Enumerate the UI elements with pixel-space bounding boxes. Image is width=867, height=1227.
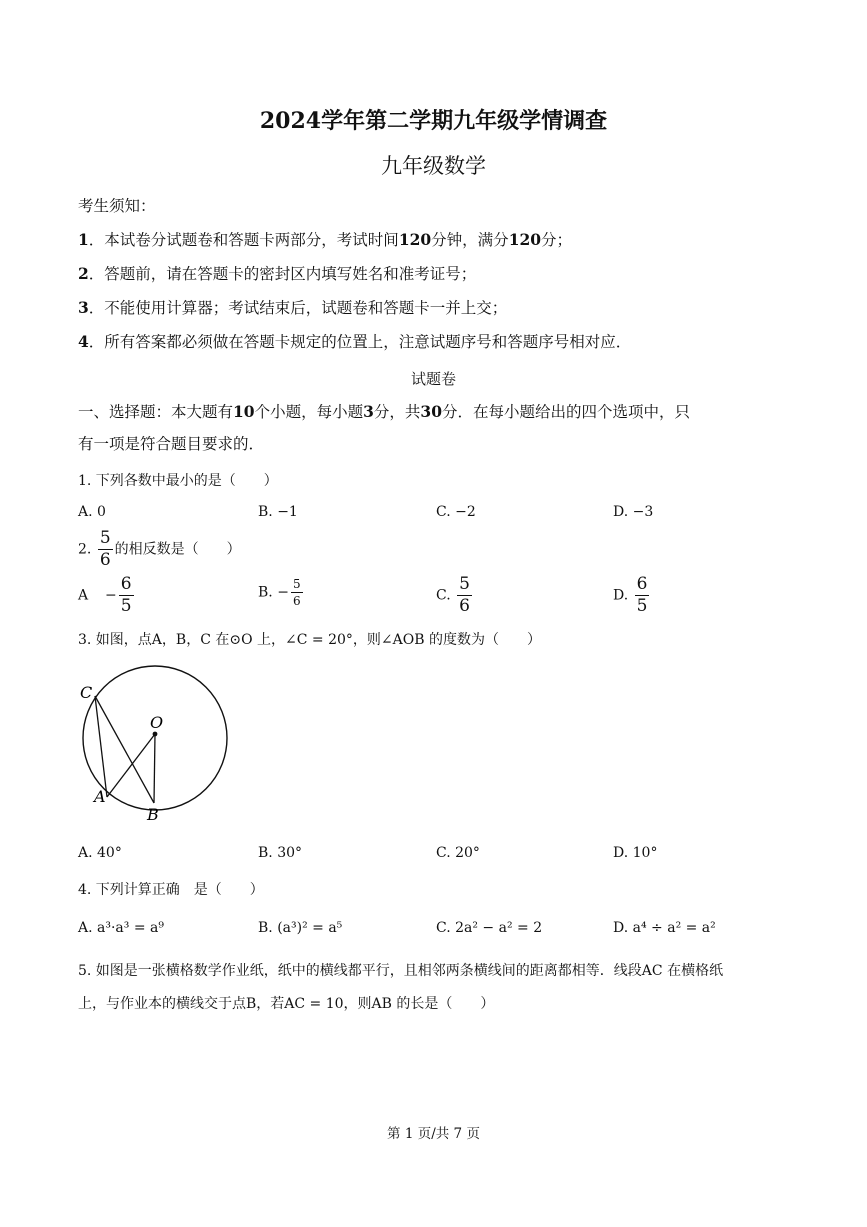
q2-fraction bbox=[98, 530, 113, 569]
notice-item-4 bbox=[78, 332, 631, 352]
part1-text: 一、选择题：本大题有 bbox=[78, 403, 234, 421]
q4-stem: 4. 下列计算正确 是（ ） bbox=[78, 882, 264, 898]
label-b: B bbox=[147, 805, 159, 824]
page-footer: 第 1 页/共 7 页 bbox=[387, 1126, 480, 1142]
frac-numerator: 6 bbox=[636, 574, 648, 594]
fraction bbox=[635, 576, 650, 615]
notice-item-1 bbox=[78, 230, 572, 250]
q4-option-a: A. a³·a³ = a⁹ bbox=[78, 920, 164, 936]
notice-bold: 120 bbox=[398, 230, 432, 249]
frac-denominator: 6 bbox=[459, 596, 470, 616]
minus-sign: − bbox=[277, 584, 289, 601]
q2-num: 2. bbox=[78, 541, 92, 558]
option-label: B. bbox=[258, 584, 273, 601]
notice-num: 4 bbox=[78, 332, 89, 351]
q2-option-a bbox=[78, 576, 136, 615]
q1-option-a: A. 0 bbox=[78, 504, 106, 520]
fraction bbox=[457, 576, 472, 615]
notice-heading: 考生须知： bbox=[78, 197, 156, 215]
option-label: C. bbox=[436, 587, 451, 604]
part1-text: 个小题，每小题 bbox=[254, 403, 364, 421]
q1-option-c: C. −2 bbox=[436, 504, 476, 520]
notice-item-3 bbox=[78, 298, 507, 318]
frac-numerator: 6 bbox=[120, 574, 132, 594]
radius-ob bbox=[154, 734, 155, 803]
frac-denominator: 6 bbox=[292, 594, 301, 608]
q2-option-b bbox=[258, 578, 305, 607]
part1-text: 分．在每小题给出的四个选项中，只 bbox=[442, 403, 691, 421]
option-label: A bbox=[78, 587, 89, 604]
exam-title: 2024学年第二学期九年级学情调查 bbox=[259, 108, 608, 134]
frac-numerator: 5 bbox=[292, 577, 301, 591]
q3-option-c: C. 20° bbox=[436, 845, 480, 861]
section-label: 试题卷 bbox=[410, 370, 456, 388]
q3-circle-figure bbox=[70, 656, 240, 828]
part1-line2: 有一项是符合题目要求的． bbox=[78, 435, 265, 453]
chord-ca bbox=[95, 696, 107, 797]
notice-bold: 120 bbox=[508, 230, 542, 249]
q1-stem: 1. 下列各数中最小的是（ ） bbox=[78, 473, 278, 489]
exam-subtitle: 九年级数学 bbox=[381, 154, 486, 178]
notice-text: ．答题前，请在答题卡的密封区内填写姓名和准考证号； bbox=[88, 265, 477, 283]
notice-num: 1 bbox=[78, 230, 89, 249]
frac-denominator: 6 bbox=[99, 550, 111, 570]
notice-text: ．本试卷分试题卷和答题卡两部分，考试时间 bbox=[88, 231, 399, 249]
q2-option-c bbox=[436, 576, 474, 615]
part1-bold: 3 bbox=[363, 402, 374, 421]
option-label: D. bbox=[613, 587, 629, 604]
part1-bold: 10 bbox=[233, 402, 255, 421]
q3-option-a: A. 40° bbox=[78, 845, 122, 861]
q3-stem: 3. 如图，点A，B，C 在⊙O 上，∠C = 20°，则∠AOB 的度数为（ ） bbox=[78, 632, 541, 648]
fraction bbox=[119, 576, 134, 615]
q3-option-b: B. 30° bbox=[258, 845, 303, 861]
label-a: A bbox=[94, 787, 106, 806]
fraction bbox=[291, 578, 303, 607]
q5-line1: 5. 如图是一张横格数学作业纸，纸中的横线都平行，且相邻两条横线间的距离都相等．线段AC 在横格纸 bbox=[78, 963, 724, 979]
label-o: O bbox=[150, 713, 164, 732]
q2-stem-text: 的相反数是（ ） bbox=[114, 541, 241, 558]
part1-text: 分，共 bbox=[373, 403, 421, 421]
part1-line1 bbox=[78, 402, 690, 422]
notice-text: 分钟，满分 bbox=[431, 231, 509, 249]
q3-option-d: D. 10° bbox=[613, 845, 658, 861]
q4-option-c: C. 2a² − a² = 2 bbox=[436, 920, 543, 936]
part1-bold: 30 bbox=[420, 402, 442, 421]
notice-text: 分； bbox=[541, 231, 573, 249]
q5-line2: 上，与作业本的横线交于点B，若AC = 10，则AB 的长是（ ） bbox=[78, 996, 495, 1012]
q2-option-d bbox=[613, 576, 651, 615]
notice-text: ．不能使用计算器；考试结束后，试题卷和答题卡一并上交； bbox=[88, 299, 508, 317]
q2-stem bbox=[78, 530, 241, 569]
center-point bbox=[153, 732, 158, 737]
q4-option-b: B. (a³)² = a⁵ bbox=[258, 920, 343, 936]
frac-numerator: 5 bbox=[99, 528, 111, 548]
q1-option-d: D. −3 bbox=[613, 504, 654, 520]
notice-item-2 bbox=[78, 264, 476, 284]
frac-denominator: 5 bbox=[120, 596, 132, 616]
label-c: C bbox=[80, 683, 93, 702]
notice-num: 2 bbox=[78, 264, 89, 283]
notice-num: 3 bbox=[78, 298, 89, 317]
frac-denominator: 5 bbox=[636, 596, 648, 616]
q1-option-b: B. −1 bbox=[258, 504, 298, 520]
notice-text: ．所有答案都必须做在答题卡规定的位置上，注意试题序号和答题序号相对应． bbox=[88, 333, 632, 351]
q4-option-d: D. a⁴ ÷ a² = a² bbox=[613, 920, 716, 936]
radius-oa bbox=[107, 734, 155, 797]
minus-sign: − bbox=[105, 587, 117, 604]
frac-numerator: 5 bbox=[459, 574, 470, 594]
